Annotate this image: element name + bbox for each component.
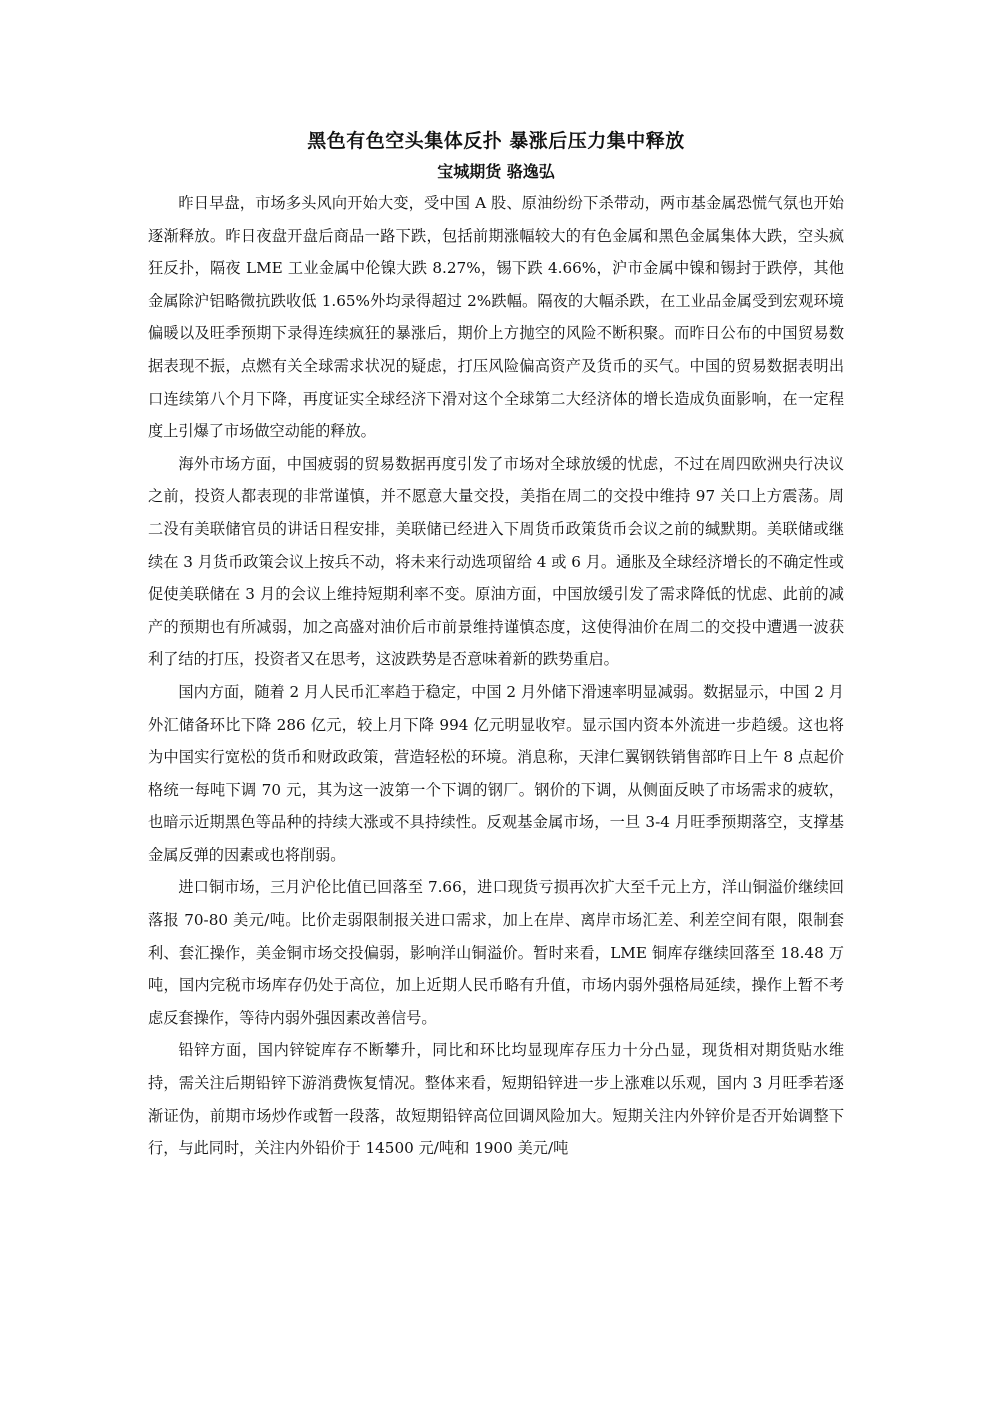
article-title: 黑色有色空头集体反扑 暴涨后压力集中释放 bbox=[307, 130, 685, 152]
paragraph-market-overview: 昨日早盘，市场多头风向开始大变，受中国 A 股、原油纷纷下杀带动，两市基金属恐慌气氛也开始逐渐释放。昨日夜盘开盘后商品一路下跌，包括前期涨幅较大的有色金属和黑色金属集体大跌，空头疯狂反扑，隔夜 LME 工业金属中伦镍大跌 8.27%，锡下跌 4.66%，沪市金属中镍和锡封于跌停，其他金属除沪铝略微抗跌收低 1.65%外均录得超过 2%跌幅。隔夜的大幅杀跌，在工业品金属受到宏观环境偏暖以及旺季预期下录得连续疯狂的暴涨后，期价上方抛空的风险不断积聚。而昨日公布的中国贸易数据表现不振，点燃有关全球需求状况的疑虑，打压风险偏高资产及货币的买气。中国的贸易数据表明出口连续第八个月下降，再度证实全球经济下滑对这个全球第二大经济体的增长造成负面影响，在一定程度上引爆了市场做空动能的释放。 bbox=[148, 194, 844, 441]
article-body bbox=[148, 125, 844, 1165]
paragraph-overseas-market: 海外市场方面，中国疲弱的贸易数据再度引发了市场对全球放缓的忧虑，不过在周四欧洲央行决议之前，投资人都表现的非常谨慎，并不愿意大量交投，美指在周二的交投中维持 97 关口上方震荡。周二没有美联储官员的讲话日程安排，美联储已经进入下周货币政策货币会议之前的缄默期。美联储或继续在 3 月货币政策会议上按兵不动，将未来行动选项留给 4 或 6 月。通胀及全球经济增长的不确定性或促使美联储在 3 月的会议上维持短期利率不变。原油方面，中国放缓引发了需求降低的忧虑、此前的减产的预期也有所减弱，加之高盛对油价后市前景维持谨慎态度，这使得油价在周二的交投中遭遇一波获利了结的打压，投资者又在思考，这波跌势是否意味着新的跌势重启。 bbox=[148, 454, 844, 669]
paragraph-lead-zinc: 铅锌方面，国内锌锭库存不断攀升，同比和环比均显现库存压力十分凸显，现货相对期货贴水维持，需关注后期铅锌下游消费恢复情况。整体来看，短期铅锌进一步上涨难以乐观，国内 3 月旺季若逐渐证伪，前期市场炒作或暂一段落，故短期铅锌高位回调风险加大。短期关注内外锌价是否开始调整下行，与此同时，关注内外铅价于 14500 元/吨和 1900 美元/吨 bbox=[148, 1041, 844, 1158]
article-byline: 宝城期货 骆逸弘 bbox=[437, 162, 555, 181]
paragraph-domestic: 国内方面，随着 2 月人民币汇率趋于稳定，中国 2 月外储下滑速率明显减弱。数据显示，中国 2 月外汇储备环比下降 286 亿元，较上月下降 994 亿元明显收窄。显示国内资本外流进一步趋缓。这也将为中国实行宽松的货币和财政政策，营造轻松的环境。消息称，天津仁翼钢铁销售部昨日上午 8 点起价格统一每吨下调 70 元，其为这一波第一个下调的钢厂。钢价的下调，从侧面反映了市场需求的疲软，也暗示近期黑色等品种的持续大涨或不具持续性。反观基金属市场，一旦 3-4 月旺季预期落空，支撑基金属反弹的因素或也将削弱。 bbox=[148, 682, 844, 864]
paragraph-import-copper: 进口铜市场，三月沪伦比值已回落至 7.66，进口现货亏损再次扩大至千元上方，洋山铜溢价继续回落报 70-80 美元/吨。比价走弱限制报关进口需求，加上在岸、离岸市场汇差、利差空间有限，限制套利、套汇操作，美金铜市场交投偏弱，影响洋山铜溢价。暂时来看，LME 铜库存继续回落至 18.48 万吨，国内完税市场库存仍处于高位，加上近期人民币略有升值，市场内弱外强格局延续，操作上暂不考虑反套操作，等待内弱外强因素改善信号。 bbox=[148, 878, 844, 1027]
